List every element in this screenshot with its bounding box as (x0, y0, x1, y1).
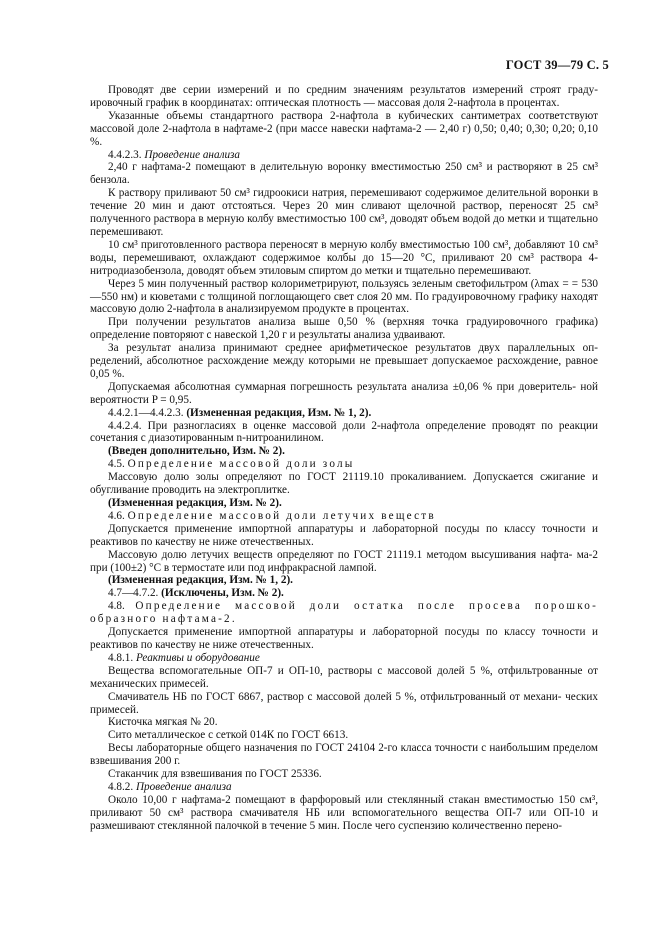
paragraph-text: Массовую долю летучих веществ определяют по ГОСТ 21119.1 методом высушивания нафта- ма-2 при (100±2) °С в термостате или под инфракрасной лампой. (90, 548, 598, 574)
paragraph-text: Стаканчик для взвешивания по ГОСТ 25336. (108, 768, 322, 781)
section-heading: Проведение анализа (135, 780, 232, 793)
revision-note: (Исключены, Изм. № 2). (161, 587, 284, 600)
section-number: 4.8. (108, 600, 125, 613)
paragraph (90, 781, 598, 794)
paragraph-text: Кисточка мягкая № 20. (108, 716, 218, 729)
revision-note: (Измененная редакция, Изм. № 2). (108, 497, 282, 509)
revision-note: (Введен дополнительно, Изм. № 2). (108, 445, 285, 458)
section-number: 4.7—4.7.2. (108, 587, 159, 600)
paragraph (90, 742, 598, 768)
paragraph (90, 84, 598, 110)
paragraph (90, 716, 598, 729)
paragraph (90, 626, 598, 652)
section-heading: Реактивы и оборудование (135, 651, 260, 664)
section-number: 4.8.1. (108, 651, 134, 664)
paragraph (90, 342, 598, 381)
paragraph-text: Допускается применение импортной аппаратуры и лабораторной посуды по классу точности и реактивов по качеству не ниже отечественных. (90, 626, 598, 651)
paragraph (90, 665, 598, 691)
document-body (90, 84, 598, 833)
paragraph-text: Около 10,00 г нафтама-2 помещают в фарфоровый или стеклянный стакан вместимостью 150 см³, приливают 50 см³ раствора смачивателя НБ или вспомогательного вещества ОП-7 или ОП-10 и размешивают стеклянной палочкой в течение 5 мин. После чего суспензию количественно перено- (90, 793, 598, 832)
section-number: 4.5. (108, 458, 125, 471)
paragraph-text: Смачиватель НБ по ГОСТ 6867, раствор с массовой долей 5 %, отфильтрованный от механи- ческих примесей. (90, 690, 598, 716)
paragraph-text: При получении результатов анализа выше 0,50 % (верхняя точка градуировочного графика) определение повторяют с навеской 1,20 г и результаты анализа удваивают. (90, 316, 598, 342)
section-number: 4.4.2.1—4.4.2.3. (108, 406, 184, 419)
section-title: Определение массовой доли остатка после просева порошко- образного нафтама-2. (90, 600, 599, 626)
paragraph (90, 161, 598, 187)
paragraph-text: 10 см³ приготовленного раствора переносят в мерную колбу вместимостью 100 см³, добавляют 10 см³ воды, перемешивают, охлаждают содержимое колбы до 15—20 °С, приливают 20 см³ раствора 4-нитродиазобензола, доводят объем этиловым спиртом до метки и тщательно перемешивают. (90, 238, 598, 277)
paragraph (90, 278, 598, 317)
section-number: 4.8.2. (108, 780, 134, 793)
paragraph (90, 549, 598, 575)
paragraph (90, 510, 598, 523)
section-title: Определение массовой доли летучих веществ (127, 509, 436, 522)
paragraph-text: Вещества вспомогательные ОП-7 и ОП-10, растворы с массовой долей 5 %, отфильтрованные от механических примесей. (90, 664, 598, 690)
paragraph (90, 381, 598, 407)
paragraph-text: Проводят две серии измерений и по средним значениям результатов измерений строят граду- ировочный график в координатах: оптическая плотность — массовая доля 2-нафтола в процентах. (90, 84, 598, 109)
paragraph (90, 652, 598, 665)
paragraph (90, 497, 598, 510)
paragraph (90, 110, 598, 149)
paragraph-text: Через 5 мин полученный раствор колориметрируют, пользуясь зеленым светофильтром (λmax = = 530—550 нм) и кюветами с толщиной поглощающего свет слоя 20 мм. По градуировочному графику находят массовую долю 2-нафтола в анализируемом продукте в процентах. (90, 277, 598, 316)
paragraph-text: 4.4.2.4. При разногласиях в оценке массовой доли 2-нафтола определение проводят по реакции сочетания с диазотированным n-нитроанилином. (90, 419, 598, 445)
section-number: 4.6. (108, 509, 125, 522)
paragraph (90, 794, 598, 833)
paragraph (90, 316, 598, 342)
paragraph (90, 600, 598, 626)
section-number: 4.4.2.3. (108, 148, 142, 161)
paragraph (90, 523, 598, 549)
paragraph (90, 239, 598, 278)
paragraph-text: Допускаемая абсолютная суммарная погрешность результата анализа ±0,06 % при доверитель- ной вероятности P = 0,95. (90, 380, 598, 406)
paragraph (90, 691, 598, 717)
paragraph-text: 2,40 г нафтама-2 помещают в делительную воронку вместимостью 250 см³ и растворяют в 25 см³ бензола. (90, 161, 598, 187)
paragraph (90, 471, 598, 497)
paragraph-text: За результат анализа принимают среднее арифметическое результатов двух параллельных оп- ределений, абсолютное расхождение между которыми не превышает допускаемое расхождение, равное 0,05 %. (90, 342, 598, 380)
paragraph-text: Указанные объемы стандартного раствора 2-нафтола в кубических сантиметрах соответствуют массовой доле 2-нафтола в нафтаме-2 (при массе навески нафтама-2 — 2,40 г) 0,50; 0,40; 0,30; 0,20; 0,10 %. (90, 109, 598, 148)
paragraph (90, 768, 598, 781)
paragraph-text: К раствору приливают 50 см³ гидроокиси натрия, перемешивают содержимое делительной воронки в течение 20 мин и дают отстояться. Через 20 мин сливают щелочной раствор, переносят 25 см³ полученного раствора в мерную колбу вместимостью 100 см³, доводят объем водой до метки и тщательно перемешивают. (90, 187, 598, 238)
section-heading: Проведение анализа (144, 148, 241, 161)
revision-note: (Измененная редакция, Изм. № 1, 2). (108, 574, 293, 587)
paragraph (90, 149, 598, 162)
paragraph (90, 407, 598, 420)
paragraph (90, 458, 598, 471)
revision-note: (Измененная редакция, Изм. № 1, 2). (186, 406, 372, 419)
paragraph (90, 420, 598, 446)
paragraph (90, 574, 598, 587)
section-title: Определение массовой доли золы (127, 458, 355, 471)
paragraph (90, 187, 598, 239)
paragraph (90, 729, 598, 742)
paragraph (90, 587, 598, 600)
paragraph-text: Допускается применение импортной аппаратуры и лабораторной посуды по классу точности и реактивов по качеству не ниже отечественных. (90, 522, 598, 548)
paragraph (90, 445, 598, 458)
paragraph-text: Весы лабораторные общего назначения по ГОСТ 24104 2-го класса точности с наибольшим пределом взвешивания 200 г. (90, 742, 598, 768)
paragraph-text: Сито металлическое с сеткой 014К по ГОСТ 6613. (108, 729, 349, 742)
page-header: ГОСТ 39—79 С. 5 (505, 58, 609, 72)
paragraph-text: Массовую долю золы определяют по ГОСТ 21119.10 прокаливанием. Допускается сжигание и обугливание проводить на электроплитке. (90, 471, 598, 497)
